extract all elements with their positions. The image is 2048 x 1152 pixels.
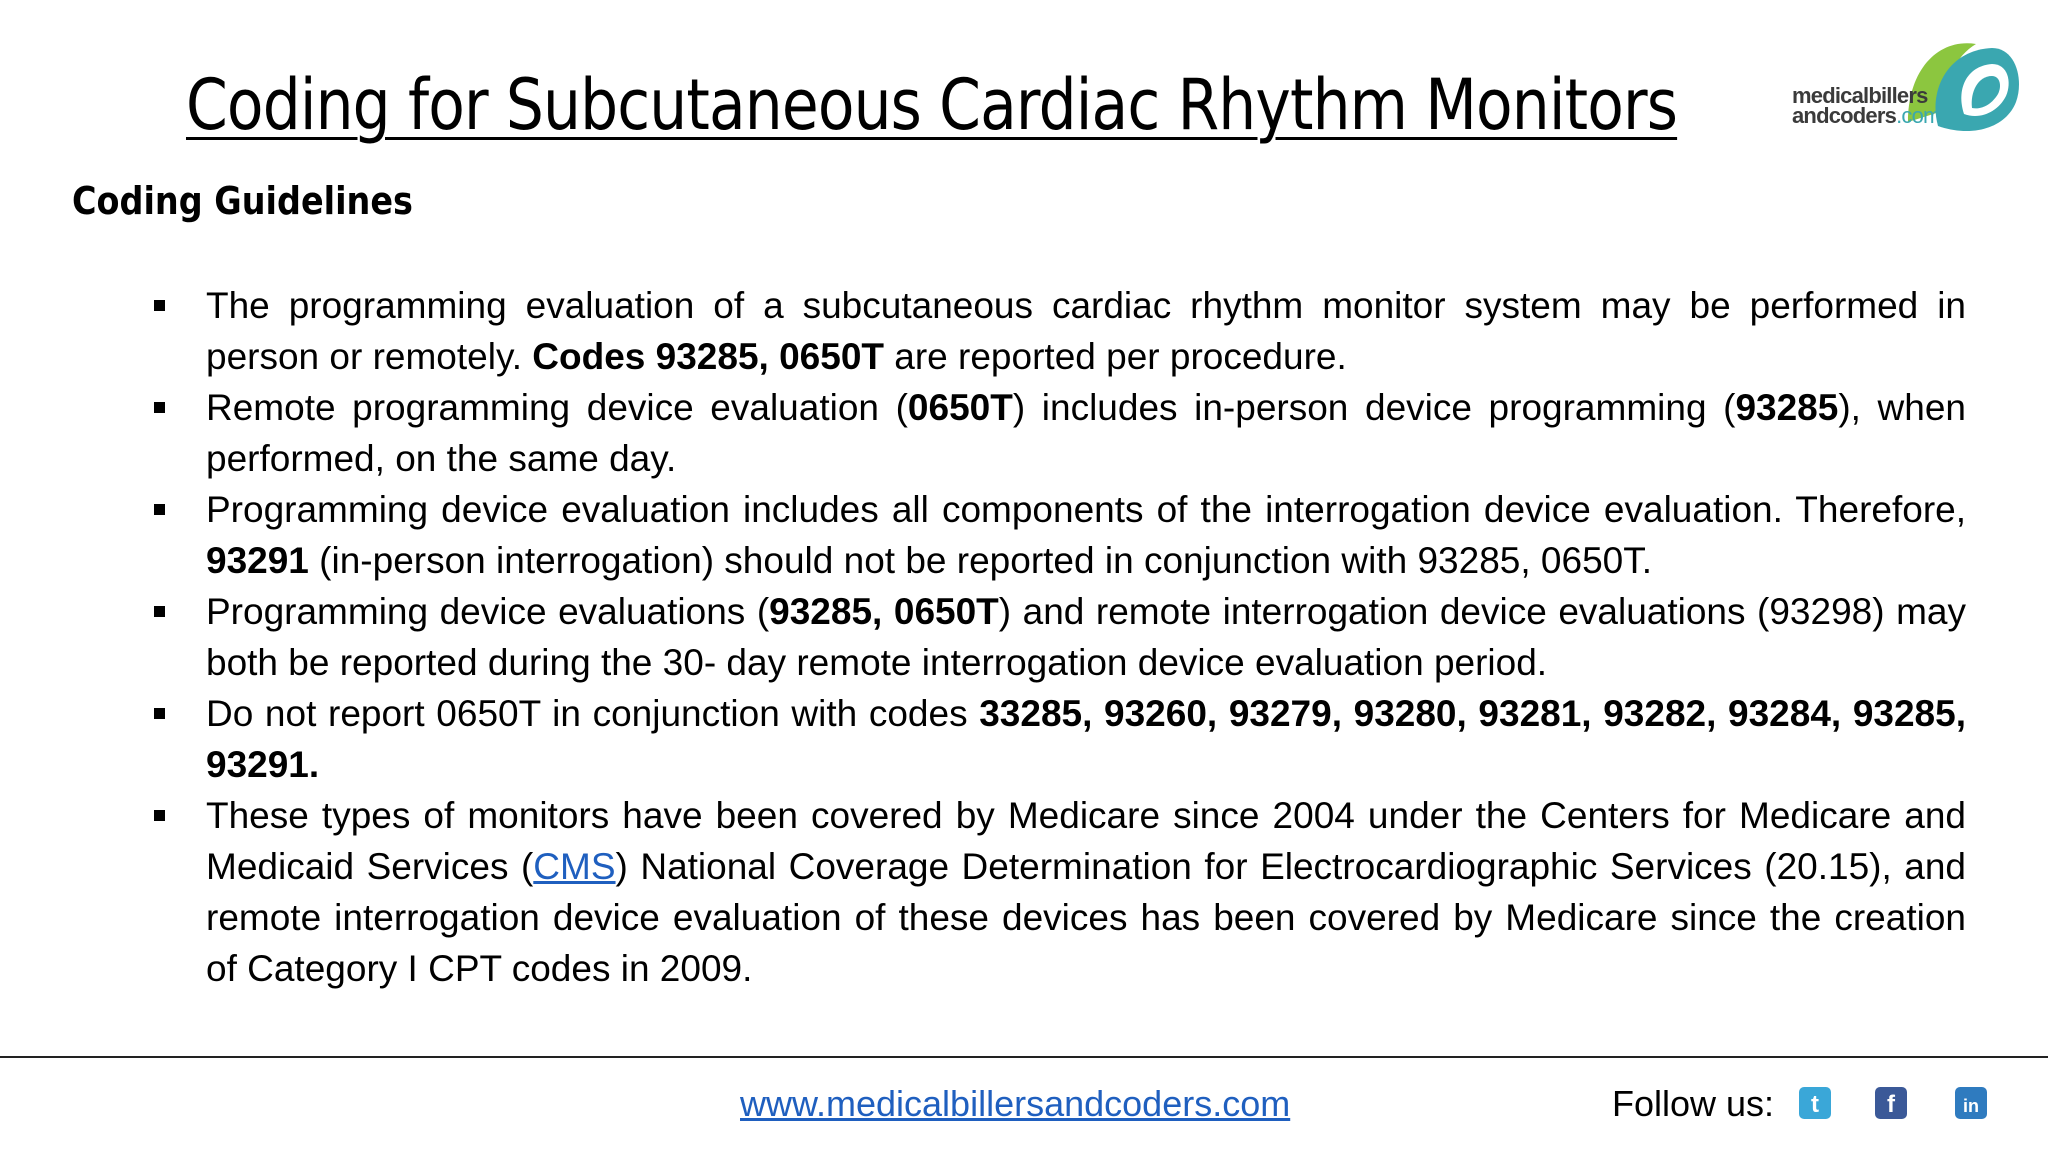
- bullet-square-icon: [154, 300, 165, 311]
- guideline-item: [150, 280, 1966, 382]
- section-heading: Coding Guidelines: [72, 179, 413, 223]
- code-emphasis: 93291: [206, 540, 309, 581]
- guideline-text: Programming device evaluation includes all components of the interrogation device evaluation. Therefore,: [206, 489, 1966, 530]
- bullet-square-icon: [154, 606, 165, 617]
- guideline-text: Do not report 0650T in conjunction with codes: [206, 693, 980, 734]
- bullet-square-icon: [154, 810, 165, 821]
- linkedin-icon[interactable]: [1954, 1086, 1988, 1120]
- guideline-item: [150, 688, 1966, 790]
- bullet-square-icon: [154, 708, 165, 719]
- guideline-text: Programming device evaluations (: [206, 591, 770, 632]
- guideline-text: ) National Coverage Determination for Electrocardiographic Services (20.15), and remote interrogation device evaluation of these devices has been covered by Medicare since the creation of Category I CPT codes in 2009.: [206, 846, 1966, 989]
- guideline-item: [150, 382, 1966, 484]
- guideline-text: ) and remote interrogation device evaluations (93298) may both be reported during the 30- day remote interrogation device evaluation period.: [206, 591, 1967, 683]
- svg-text:f: f: [1887, 1091, 1895, 1118]
- website-link[interactable]: www.medicalbillersandcoders.com: [740, 1083, 1291, 1124]
- logo-line-2: andcoders: [1792, 103, 1897, 128]
- cms-link[interactable]: CMS: [533, 846, 616, 887]
- follow-us-label: Follow us:: [1612, 1083, 1775, 1124]
- code-emphasis: Codes 93285, 0650T: [532, 336, 884, 377]
- guideline-text: ), when performed, on the same day.: [206, 387, 1967, 479]
- guideline-text: The programming evaluation of a subcutaneous cardiac rhythm monitor system may be performed in person or remotely.: [206, 285, 1966, 377]
- guideline-item: [150, 586, 1966, 688]
- svg-text:in: in: [1963, 1096, 1979, 1116]
- svg-text:t: t: [1811, 1091, 1819, 1118]
- code-emphasis: 33285, 93260, 93279, 93280, 93281, 93282, 93284, 93285, 93291.: [206, 693, 1966, 785]
- company-logo[interactable]: [1788, 30, 2024, 142]
- guideline-text: Remote programming device evaluation (: [206, 387, 908, 428]
- guideline-text: are reported per procedure.: [884, 336, 1347, 377]
- footer-divider: [0, 1056, 2048, 1058]
- guideline-text: ) includes in-person device programming (: [1012, 387, 1736, 428]
- guideline-item: [150, 484, 1966, 586]
- facebook-icon[interactable]: [1874, 1086, 1908, 1120]
- slide-title: Coding for Subcutaneous Cardiac Rhythm Monitors: [186, 64, 1678, 146]
- guideline-text: These types of monitors have been covered by Medicare since 2004 under the Centers for Medicare and Medicaid Services (: [206, 795, 1966, 887]
- code-emphasis: 0650T: [907, 387, 1013, 428]
- guideline-item: [150, 790, 1966, 994]
- guideline-text: (in-person interrogation) should not be reported in conjunction with 93285, 0650T.: [308, 540, 1653, 581]
- bullet-square-icon: [154, 402, 165, 413]
- bullet-square-icon: [154, 504, 165, 515]
- logo-wordmark: [1792, 83, 1941, 128]
- twitter-icon[interactable]: [1798, 1086, 1832, 1120]
- logo-domain-suffix: .com: [1896, 103, 1941, 128]
- code-emphasis: 93285: [1735, 387, 1839, 428]
- logo-line-1: medicalbillers: [1792, 83, 1928, 108]
- guidelines-list: [150, 280, 1970, 994]
- code-emphasis: 93285, 0650T: [769, 591, 999, 632]
